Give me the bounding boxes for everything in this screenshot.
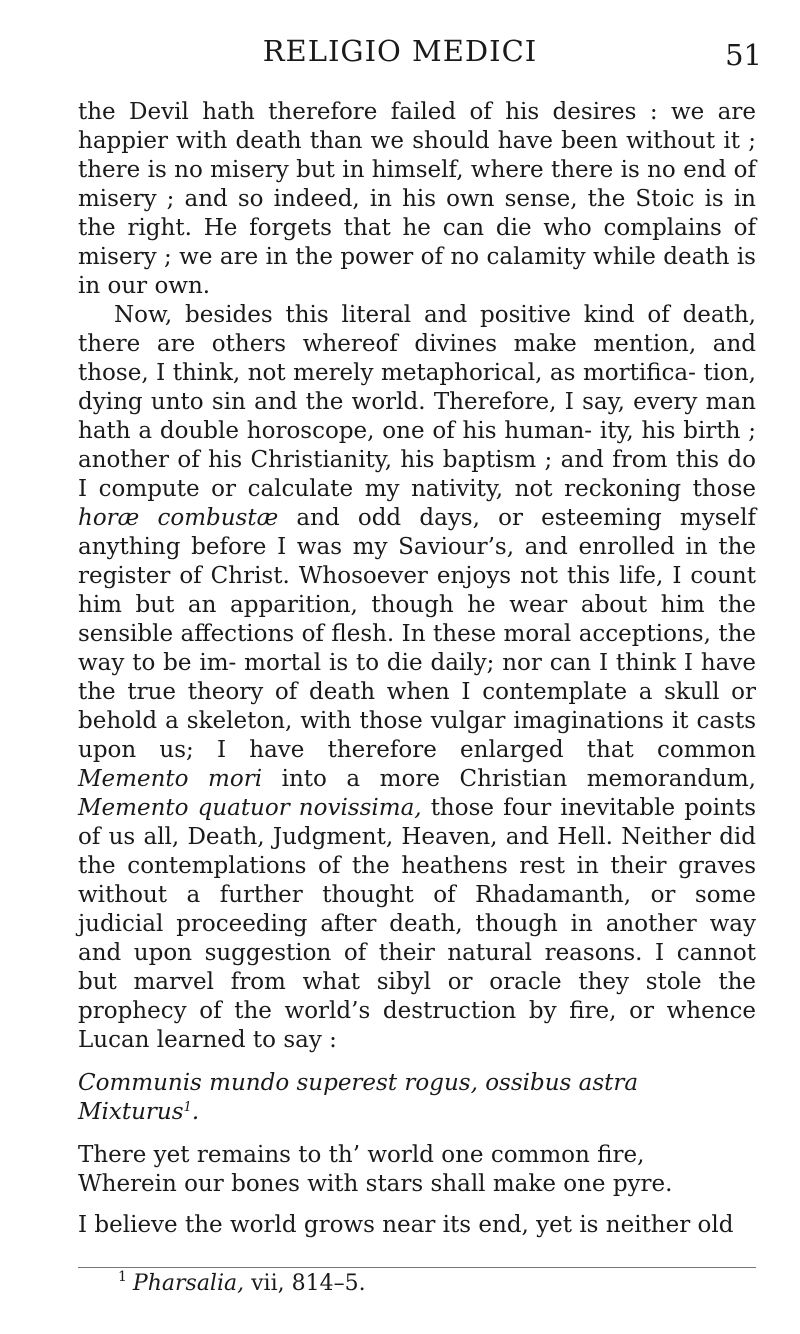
- paragraph-2-italic-memento-mori: Memento mori: [78, 766, 263, 792]
- body-text: [78, 98, 756, 1240]
- paragraph-1: the Devil hath therefore failed of his desires : we are happier with death than we should have been without it ; there is no misery but in himself, where there is no end of misery ; and so indeed, in his own sense, the Stoic is in the right. He forgets that he can die who complains of misery ; we are in the power of no calamity while death is in our own.: [78, 99, 756, 299]
- closing-line: I believe the world grows near its end, yet is neither old: [78, 1212, 734, 1238]
- english-translation: [78, 1141, 756, 1199]
- translation-line-1: There yet remains to th’ world one common fire,: [78, 1142, 645, 1168]
- footnote: [118, 1270, 366, 1298]
- latin-line-2-text: Mixturus: [78, 1099, 184, 1125]
- paragraph-2-italic-memento-quatuor: Memento quatuor novissima,: [78, 795, 422, 821]
- paragraph-2: [78, 301, 756, 1055]
- latin-quotation: [78, 1069, 756, 1127]
- paragraph-2-text-4: those four inevitable points of us all, Death, Judgment, Heaven, and Hell. Neither did the contemplations of the heathens rest in their graves without a further thought of Rhadamanth, or some judicial proceeding after death, though in another way and upon suggestion of their natural reasons. I cannot but marvel from what sibyl or oracle they stole the prophecy of the world’s destruction by fire, or whence Lucan learned to say :: [78, 795, 756, 1053]
- paragraph-2-italic-horae: horæ combustæ: [78, 505, 279, 531]
- page-header: [0, 28, 800, 78]
- paragraph-2-text-3: into a more Christian memorandum,: [262, 766, 756, 792]
- translation-line-2: Wherein our bones with stars shall make one pyre.: [78, 1171, 673, 1197]
- running-title: RELIGIO MEDICI: [262, 34, 538, 68]
- footnote-reference-text: vii, 814–5.: [244, 1271, 366, 1296]
- page-number: 51: [725, 38, 762, 72]
- paragraph-2-text-1: Now, besides this literal and positive kind of death, there are others whereof divines make mention, and those, I think, not merely metaphorical, as mortifica- tion, dying unto sin and the world. Therefore, I say, every man hath a double horoscope, one of his human- ity, his birth ; another of his Christianity, his baptism ; and from this do I compute or calculate my nativity, not reckoning those: [78, 302, 756, 502]
- footnote-marker: 1: [118, 1269, 127, 1285]
- paragraph-2-text-2: and odd days, or esteeming myself anything before I was my Saviour’s, and enrolled in the register of Christ. Whosoever enjoys not this life, I count him but an apparition, though he wear about him the sensible affections of flesh. In these moral acceptions, the way to be im- mortal is to die daily; nor can I think I have the true theory of death when I contemplate a skull or behold a skeleton, with those vulgar imaginations it casts upon us; I have therefore enlarged that common: [78, 505, 756, 763]
- latin-line-1: Communis mundo superest rogus, ossibus astra: [78, 1070, 639, 1096]
- latin-line-2: [78, 1098, 756, 1127]
- footnote-title: Pharsalia,: [132, 1271, 245, 1296]
- footnote-reference: 1: [183, 1100, 192, 1115]
- latin-line-2-end: .: [191, 1099, 200, 1125]
- footnote-divider: [78, 1267, 756, 1268]
